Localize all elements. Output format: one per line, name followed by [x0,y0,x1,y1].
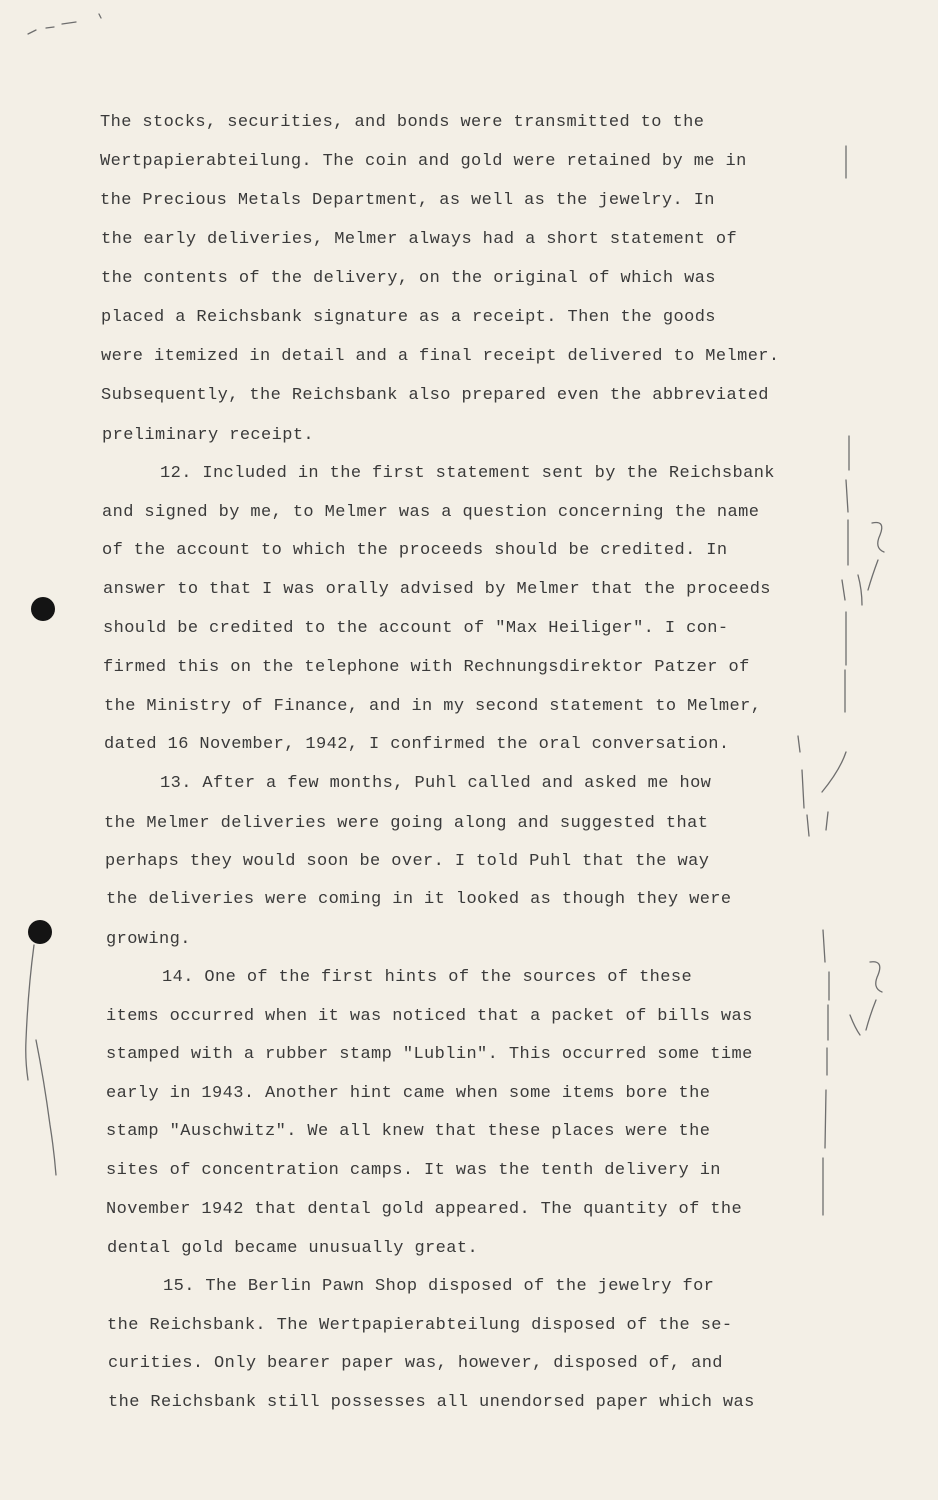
text-line: curities. Only bearer paper was, however, disposed of, and [108,1354,723,1373]
text-line: preliminary receipt. [102,426,315,445]
text-line: should be credited to the account of "Max Heiliger". I con- [103,619,729,638]
text-line: stamp "Auschwitz". We all knew that these places were the [106,1122,711,1141]
paragraph-12-start: 12. Included in the first statement sent by the Reichsbank [160,464,775,483]
text-line: the Reichsbank still possesses all unendorsed paper which was [108,1393,755,1412]
text-line: the Melmer deliveries were going along and suggested that [104,814,709,833]
text-line: the early deliveries, Melmer always had a short statement of [101,230,738,249]
text-line: the contents of the delivery, on the original of which was [101,269,716,288]
text-line: and signed by me, to Melmer was a question concerning the name [102,503,760,522]
text-line: the Precious Metals Department, as well as the jewelry. In [100,191,715,210]
text-line: the Ministry of Finance, and in my second statement to Melmer, [104,697,762,716]
paragraph-15-start: 15. The Berlin Pawn Shop disposed of the jewelry for [163,1277,715,1296]
text-line: November 1942 that dental gold appeared. The quantity of the [106,1200,743,1219]
text-line: the deliveries were coming in it looked as though they were [106,890,732,909]
text-line: firmed this on the telephone with Rechnungsdirektor Patzer of [103,658,750,677]
text-line: answer to that I was orally advised by Melmer that the proceeds [103,580,771,599]
paragraph-13-start: 13. After a few months, Puhl called and asked me how [160,774,712,793]
text-line: early in 1943. Another hint came when some items bore the [106,1084,711,1103]
text-line: of the account to which the proceeds should be credited. In [102,541,728,560]
text-line: dental gold became unusually great. [107,1239,479,1258]
text-line: dated 16 November, 1942, I confirmed the oral conversation. [104,735,730,754]
text-line: items occurred when it was noticed that a packet of bills was [106,1007,753,1026]
text-line: Wertpapierabteilung. The coin and gold were retained by me in [100,152,747,171]
text-line: placed a Reichsbank signature as a receipt. Then the goods [101,308,716,327]
text-line: were itemized in detail and a final receipt delivered to Melmer. [101,347,780,366]
text-line: the Reichsbank. The Wertpapierabteilung disposed of the se- [107,1316,733,1335]
text-line: sites of concentration camps. It was the tenth delivery in [106,1161,721,1180]
text-line: The stocks, securities, and bonds were transmitted to the [100,113,705,132]
text-line: stamped with a rubber stamp "Lublin". This occurred some time [106,1045,753,1064]
paragraph-14-start: 14. One of the first hints of the sources of these [162,968,693,987]
text-line: growing. [106,930,191,949]
text-line: Subsequently, the Reichsbank also prepared even the abbreviated [101,386,769,405]
text-line: perhaps they would soon be over. I told Puhl that the way [105,852,710,871]
